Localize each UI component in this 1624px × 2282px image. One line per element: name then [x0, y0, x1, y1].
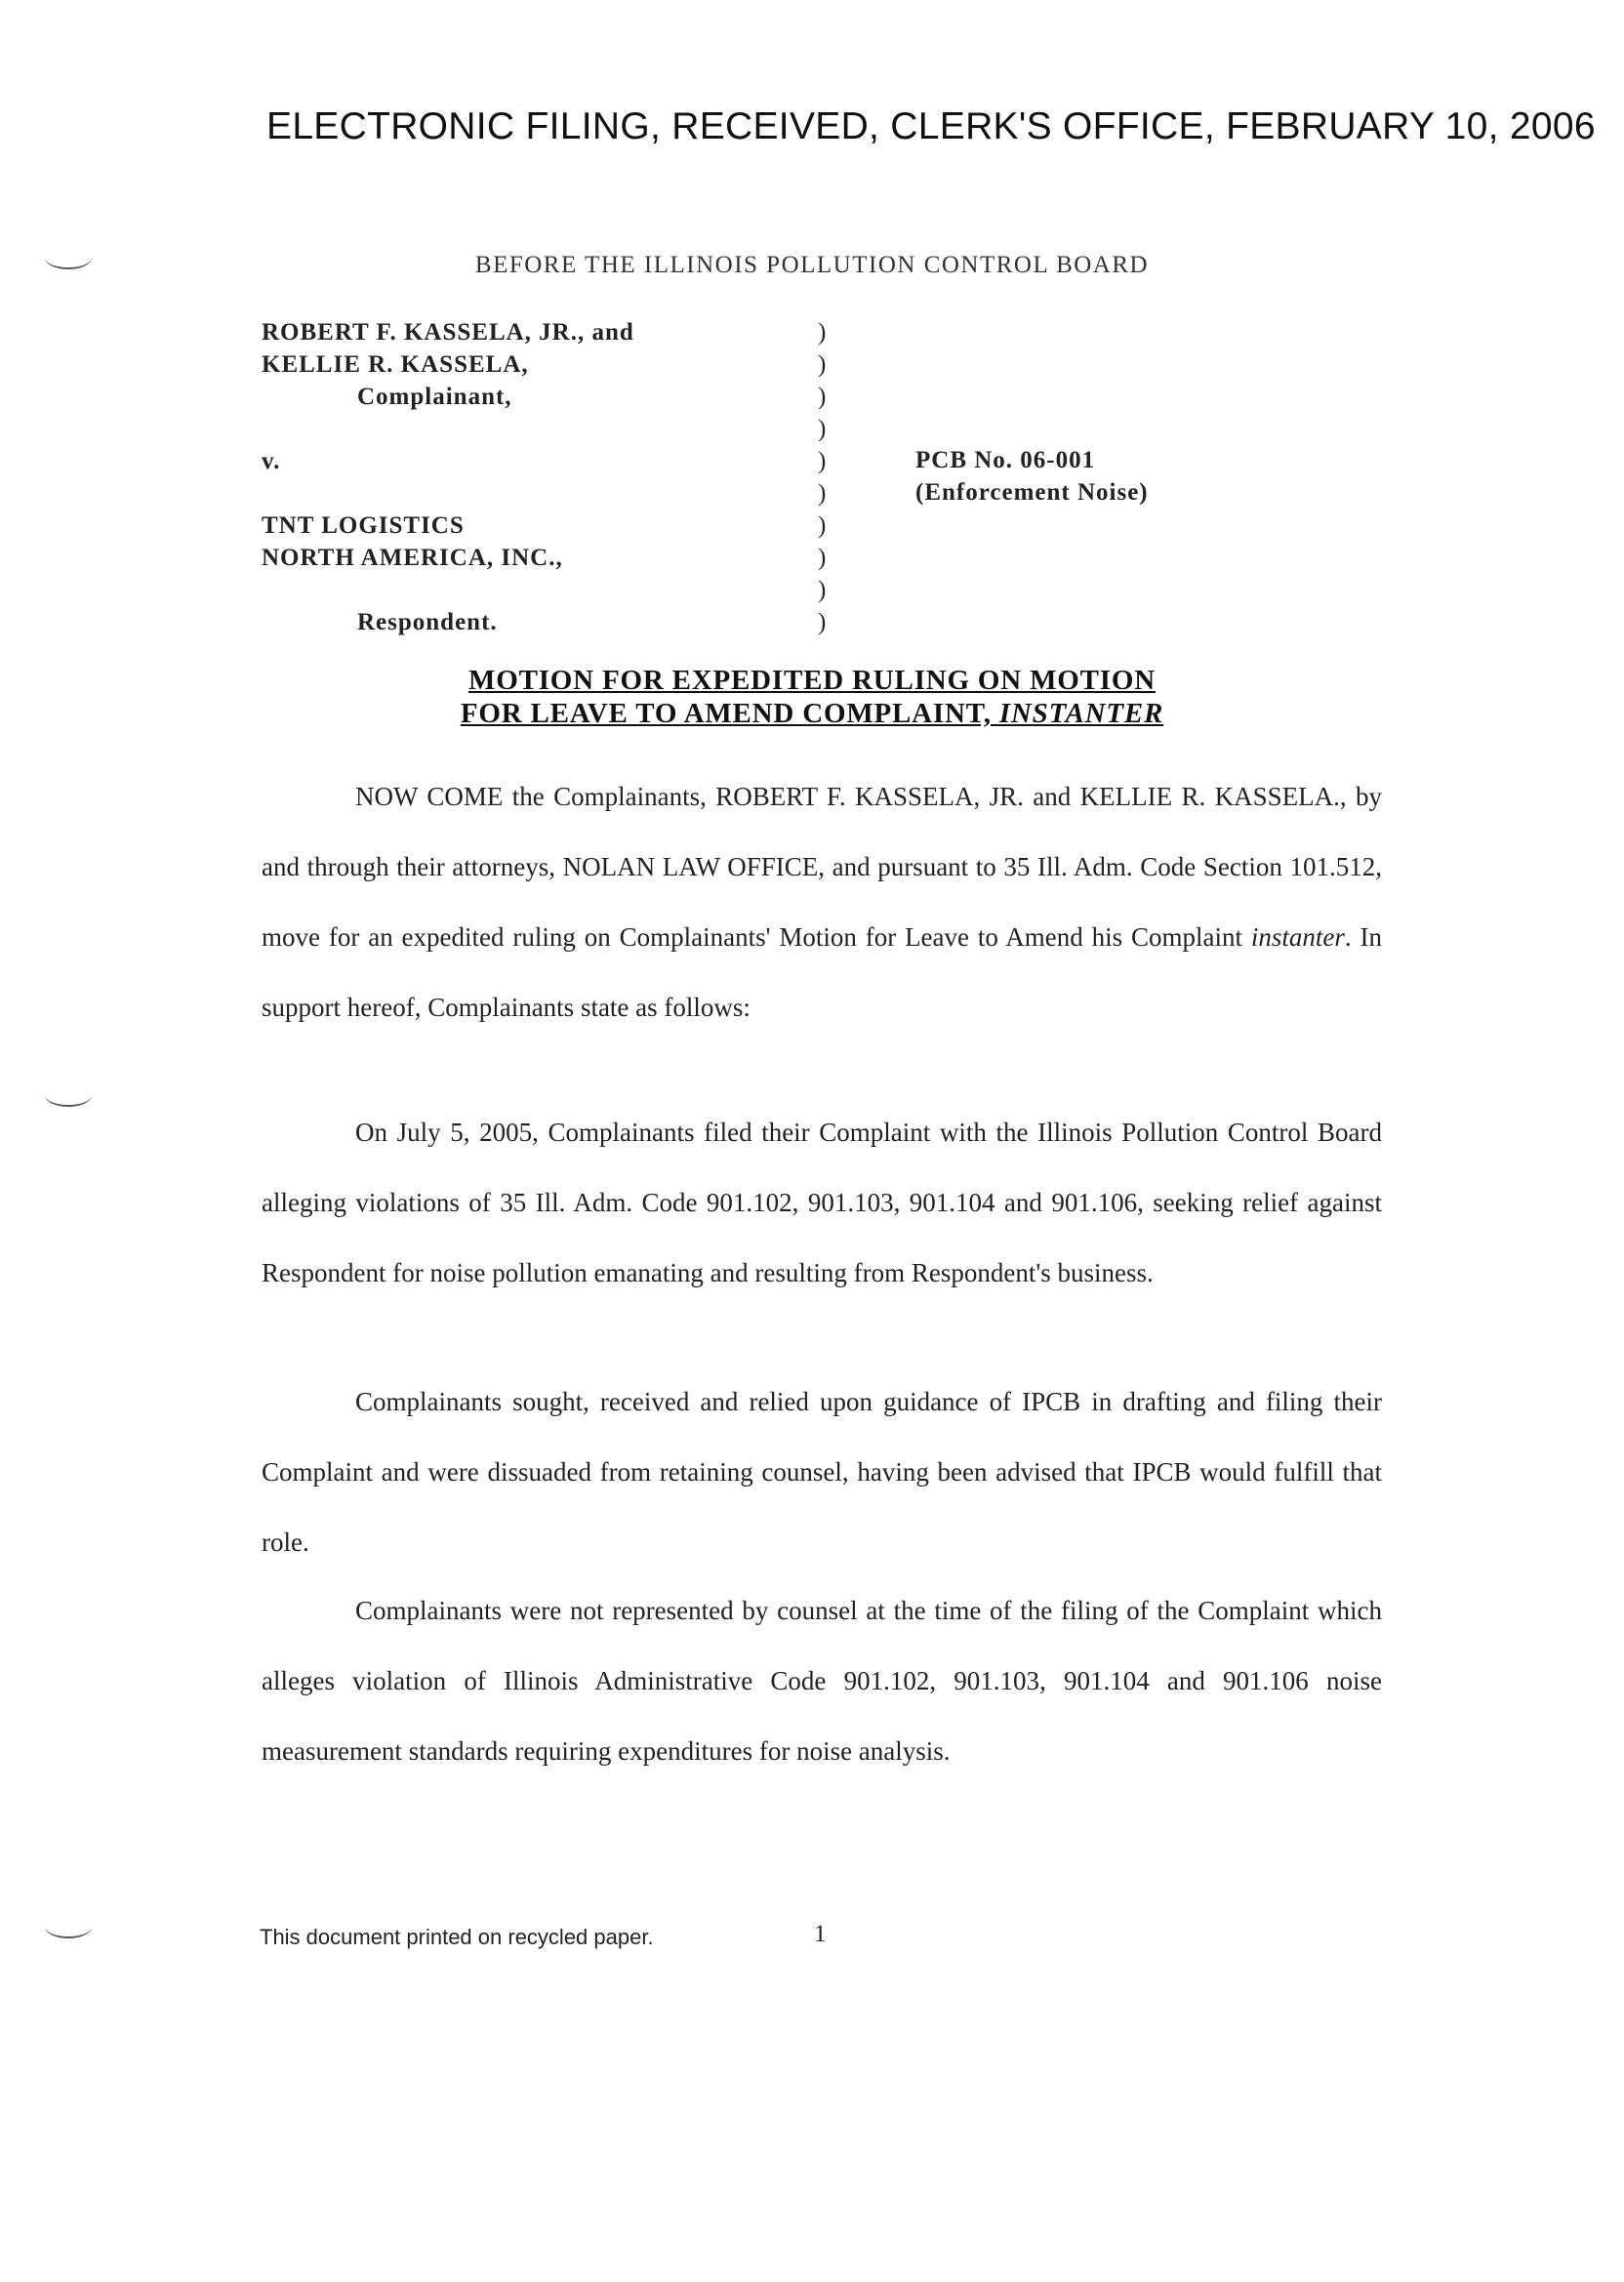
respondent-role: Respondent.: [357, 609, 498, 635]
motion-title-line-2: [0, 697, 1624, 730]
case-type: (Enforcement Noise): [915, 479, 1149, 506]
paragraph-1-text-end: . In support hereof, Complainants state as follows:: [262, 922, 1382, 1022]
paragraph-4: [262, 1575, 1382, 1786]
paragraph-3-text: Complainants sought, received and relied upon guidance of IPCB in drafting and filing their Complaint and were dissuaded from retaining counsel, having been advised that IPCB would fulfill that role.: [262, 1387, 1382, 1557]
paren: ): [818, 416, 827, 442]
paren: ): [818, 577, 827, 603]
complainant-role: Complainant,: [357, 384, 512, 410]
paragraph-2: [262, 1097, 1382, 1308]
paren: ): [818, 480, 827, 507]
filing-stamp: ELECTRONIC FILING, RECEIVED, CLERK'S OFFICE, FEBRUARY 10, 2006: [266, 105, 1596, 147]
paren: ): [818, 351, 827, 378]
recycled-note: This document printed on recycled paper.: [260, 1925, 654, 1949]
caption-bracket: [818, 316, 826, 638]
complainant-name-2: KELLIE R. KASSELA,: [262, 351, 529, 378]
paren: ): [818, 609, 827, 635]
hole-punch-mark: [45, 1083, 92, 1107]
motion-title: [0, 664, 1624, 730]
paren: ): [818, 448, 827, 474]
respondent-name-1: TNT LOGISTICS: [262, 512, 465, 539]
paren: ): [818, 384, 827, 410]
case-number: PCB No. 06-001: [915, 447, 1096, 473]
paragraph-1-instanter: instanter: [1250, 922, 1345, 952]
motion-title-line-2-text: FOR LEAVE TO AMEND COMPLAINT,: [460, 698, 999, 729]
paragraph-2-text: On July 5, 2005, Complainants filed their Complaint with the Illinois Pollution Control Board alleging violations of 35 Ill. Adm. Code 901.102, 901.103, 901.104 and 901.106, seeking relief against Respondent for noise pollution emanating and resulting from Respondent's business.: [262, 1118, 1382, 1287]
paren: ): [818, 545, 827, 571]
paragraph-3: [262, 1366, 1382, 1577]
board-heading: BEFORE THE ILLINOIS POLLUTION CONTROL BOARD: [474, 252, 1150, 278]
motion-title-instanter: INSTANTER: [998, 698, 1164, 729]
case-caption-parties: [262, 316, 634, 638]
paren: ): [818, 319, 827, 346]
paragraph-1-text: NOW COME the Complainants, ROBERT F. KASSELA, JR. and KELLIE R. KASSELA., by and through their attorneys, NOLAN LAW OFFICE, and pursuant to 35 Ill. Adm. Code Section 101.512, move for an expedited ruling on Complainants' Motion for Leave to Amend his Complaint: [262, 782, 1382, 952]
hole-punch-mark: [45, 1915, 92, 1938]
respondent-name-2: NORTH AMERICA, INC.,: [262, 545, 563, 571]
paragraph-1: [262, 761, 1382, 1042]
motion-title-line-1: MOTION FOR EXPEDITED RULING ON MOTION: [468, 665, 1156, 696]
complainant-name-1: ROBERT F. KASSELA, JR., and: [262, 319, 634, 346]
versus: v.: [262, 448, 281, 474]
case-info: [915, 444, 1149, 509]
paragraph-4-text: Complainants were not represented by counsel at the time of the filing of the Complaint which alleges violation of Illinois Administrative Code 901.102, 901.103, 901.104 and 901.106 noise measurement standards requiring expenditures for noise analysis.: [262, 1596, 1382, 1766]
paren: ): [818, 512, 827, 539]
page-number: 1: [814, 1921, 827, 1947]
